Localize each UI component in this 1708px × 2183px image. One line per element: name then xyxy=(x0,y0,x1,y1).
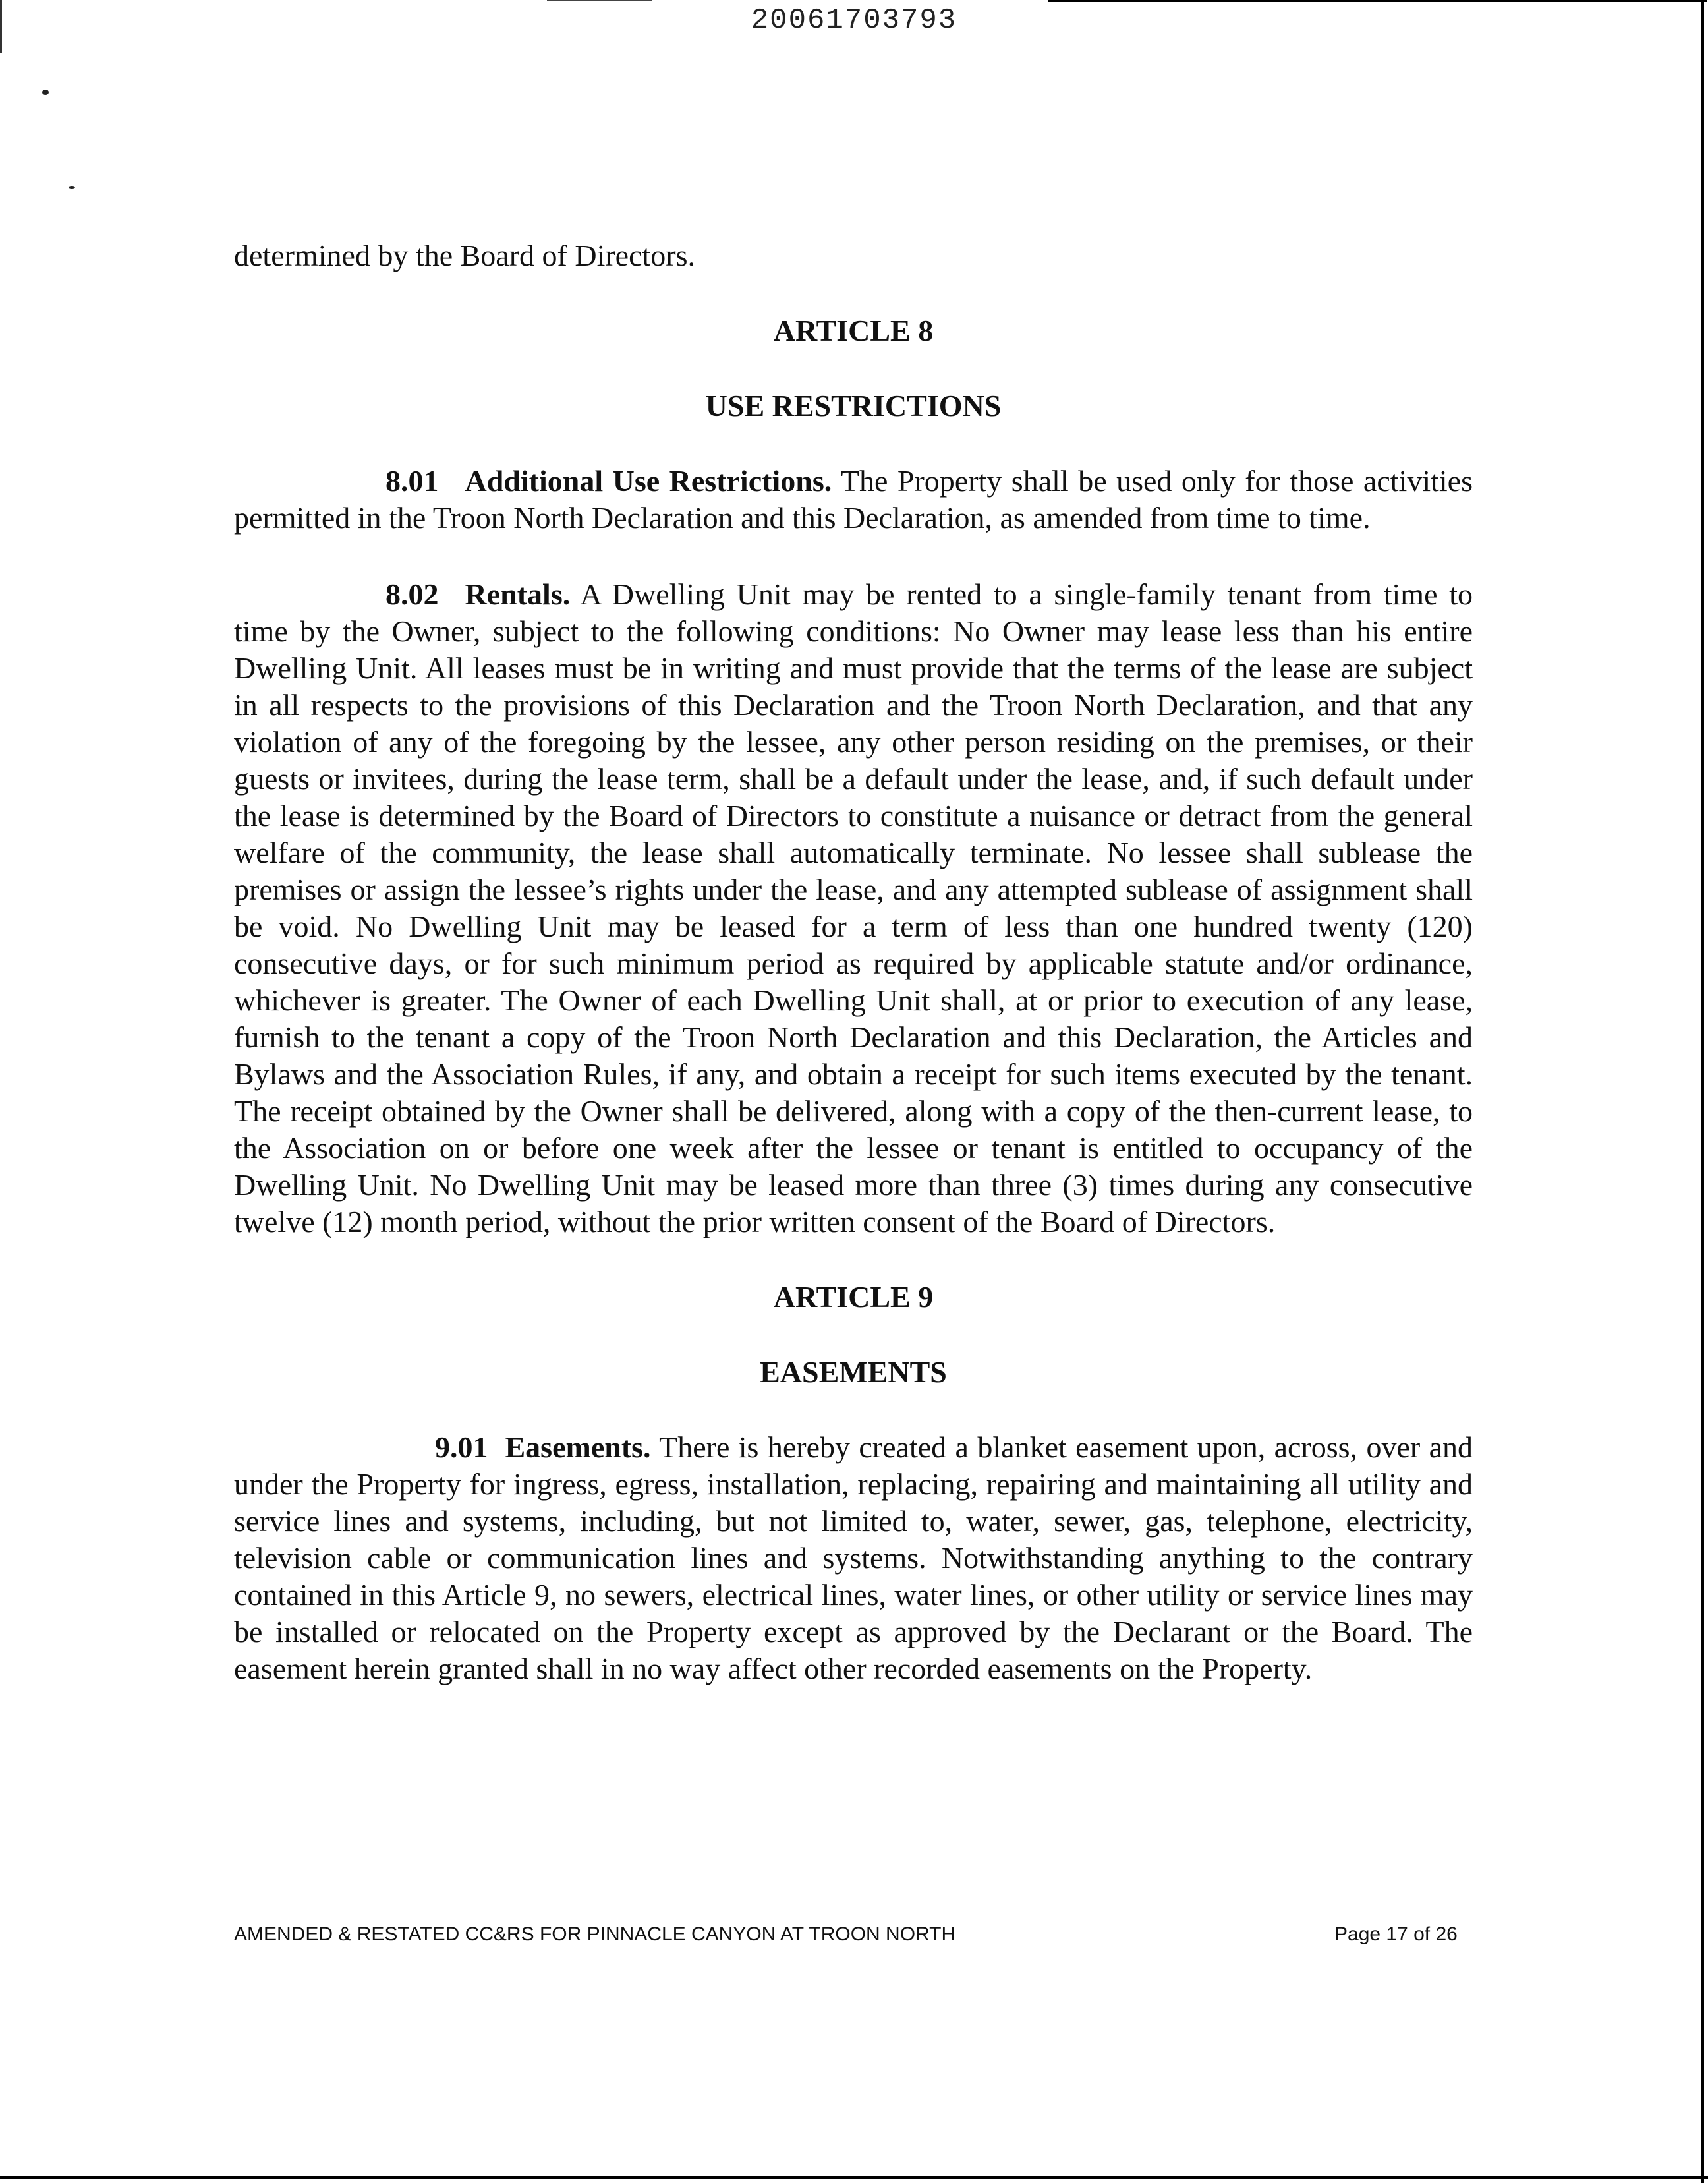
document-body xyxy=(234,237,1473,1687)
article-8-subheading: USE RESTRICTIONS xyxy=(705,389,1002,422)
section-8-02 xyxy=(234,576,1473,1240)
section-number: 9.01 xyxy=(435,1430,488,1464)
section-title: Additional Use Restrictions. xyxy=(465,464,832,498)
section-title: Easements. xyxy=(505,1430,651,1464)
footer-title: AMENDED & RESTATED CC&RS FOR PINNACLE CANYON AT TROON NORTH xyxy=(234,1923,956,1945)
section-title: Rentals. xyxy=(465,577,571,611)
scan-border-right xyxy=(1701,0,1704,2183)
lead-line: determined by the Board of Directors. xyxy=(234,239,695,272)
section-text: A Dwelling Unit may be rented to a single-family tenant from time to time by the Owner, subject to the following conditions: No Owner may lease less than his entire Dwelling Unit. All leases must be in writing and must provide that the terms of the lease are subject in all respects to the provisions of this Declaration and the Troon North Declaration, and that any violation of any of the foregoing by the lessee, any other person residing on the premises, or their guests or invitees, during the lease term, shall be a default under the lease, and, if such default under the lease is determined by the Board of Directors to constitute a nuisance or detract from the general welfare of the community, the lease shall automatically terminate. No lessee shall sublease the premises or assign the lessee’s rights under the lease, and any attempted sublease of assignment shall be void. No Dwelling Unit may be leased for a term of less than one hundred twenty (120) consecutive days, or for such minimum period as required by applicable statute and/or ordinance, whichever is greater. The Owner of each Dwelling Unit shall, at or prior to execution of any lease, furnish to the tenant a copy of the Troon North Declaration and this Declaration, the Articles and Bylaws and the Association Rules, if any, and obtain a receipt for such items executed by the tenant. The receipt obtained by the Owner shall be delivered, along with a copy of the then-current lease, to the Association on or before one week after the lessee or tenant is entitled to occupancy of the Dwelling Unit. No Dwelling Unit may be leased more than three (3) times during any consecutive twelve (12) month period, without the prior written consent of the Board of Directors. xyxy=(234,577,1473,1238)
article-9-subheading: EASEMENTS xyxy=(760,1355,947,1389)
section-number: 8.02 xyxy=(385,577,439,611)
article-9-heading: ARTICLE 9 xyxy=(773,1280,934,1314)
section-8-01 xyxy=(234,463,1473,537)
document-id: 20061703793 xyxy=(751,4,957,37)
scan-speck xyxy=(42,90,49,95)
article-8-heading: ARTICLE 8 xyxy=(773,314,934,347)
section-number: 8.01 xyxy=(385,464,439,498)
scan-mark-top-rule xyxy=(1048,0,1707,2)
scan-speck xyxy=(69,186,75,189)
section-text: There is hereby created a blanket easement upon, across, over and under the Property for ingress, egress, installation, replacing, repairing and maintaining all utility and service lines and systems, including, but not limited to, water, sewer, gas, telephone, electricity, television cable or communication lines and systems. Notwithstanding anything to the contrary contained in this Article 9, no sewers, electrical lines, water lines, or other utility or service lines may be installed or relocated on the Property except as approved by the Declarant or the Board. The easement herein granted shall in no way affect other recorded easements on the Property. xyxy=(234,1430,1473,1685)
scan-border-bottom xyxy=(0,2176,1708,2179)
section-9-01 xyxy=(234,1429,1473,1687)
section-text: The Property shall be used only for those activities permitted in the Troon North Declaration and this Declaration, as amended from time to time. xyxy=(234,464,1473,535)
page-number: Page 17 of 26 xyxy=(1334,1923,1458,1945)
scan-mark-top-short xyxy=(547,0,652,1)
